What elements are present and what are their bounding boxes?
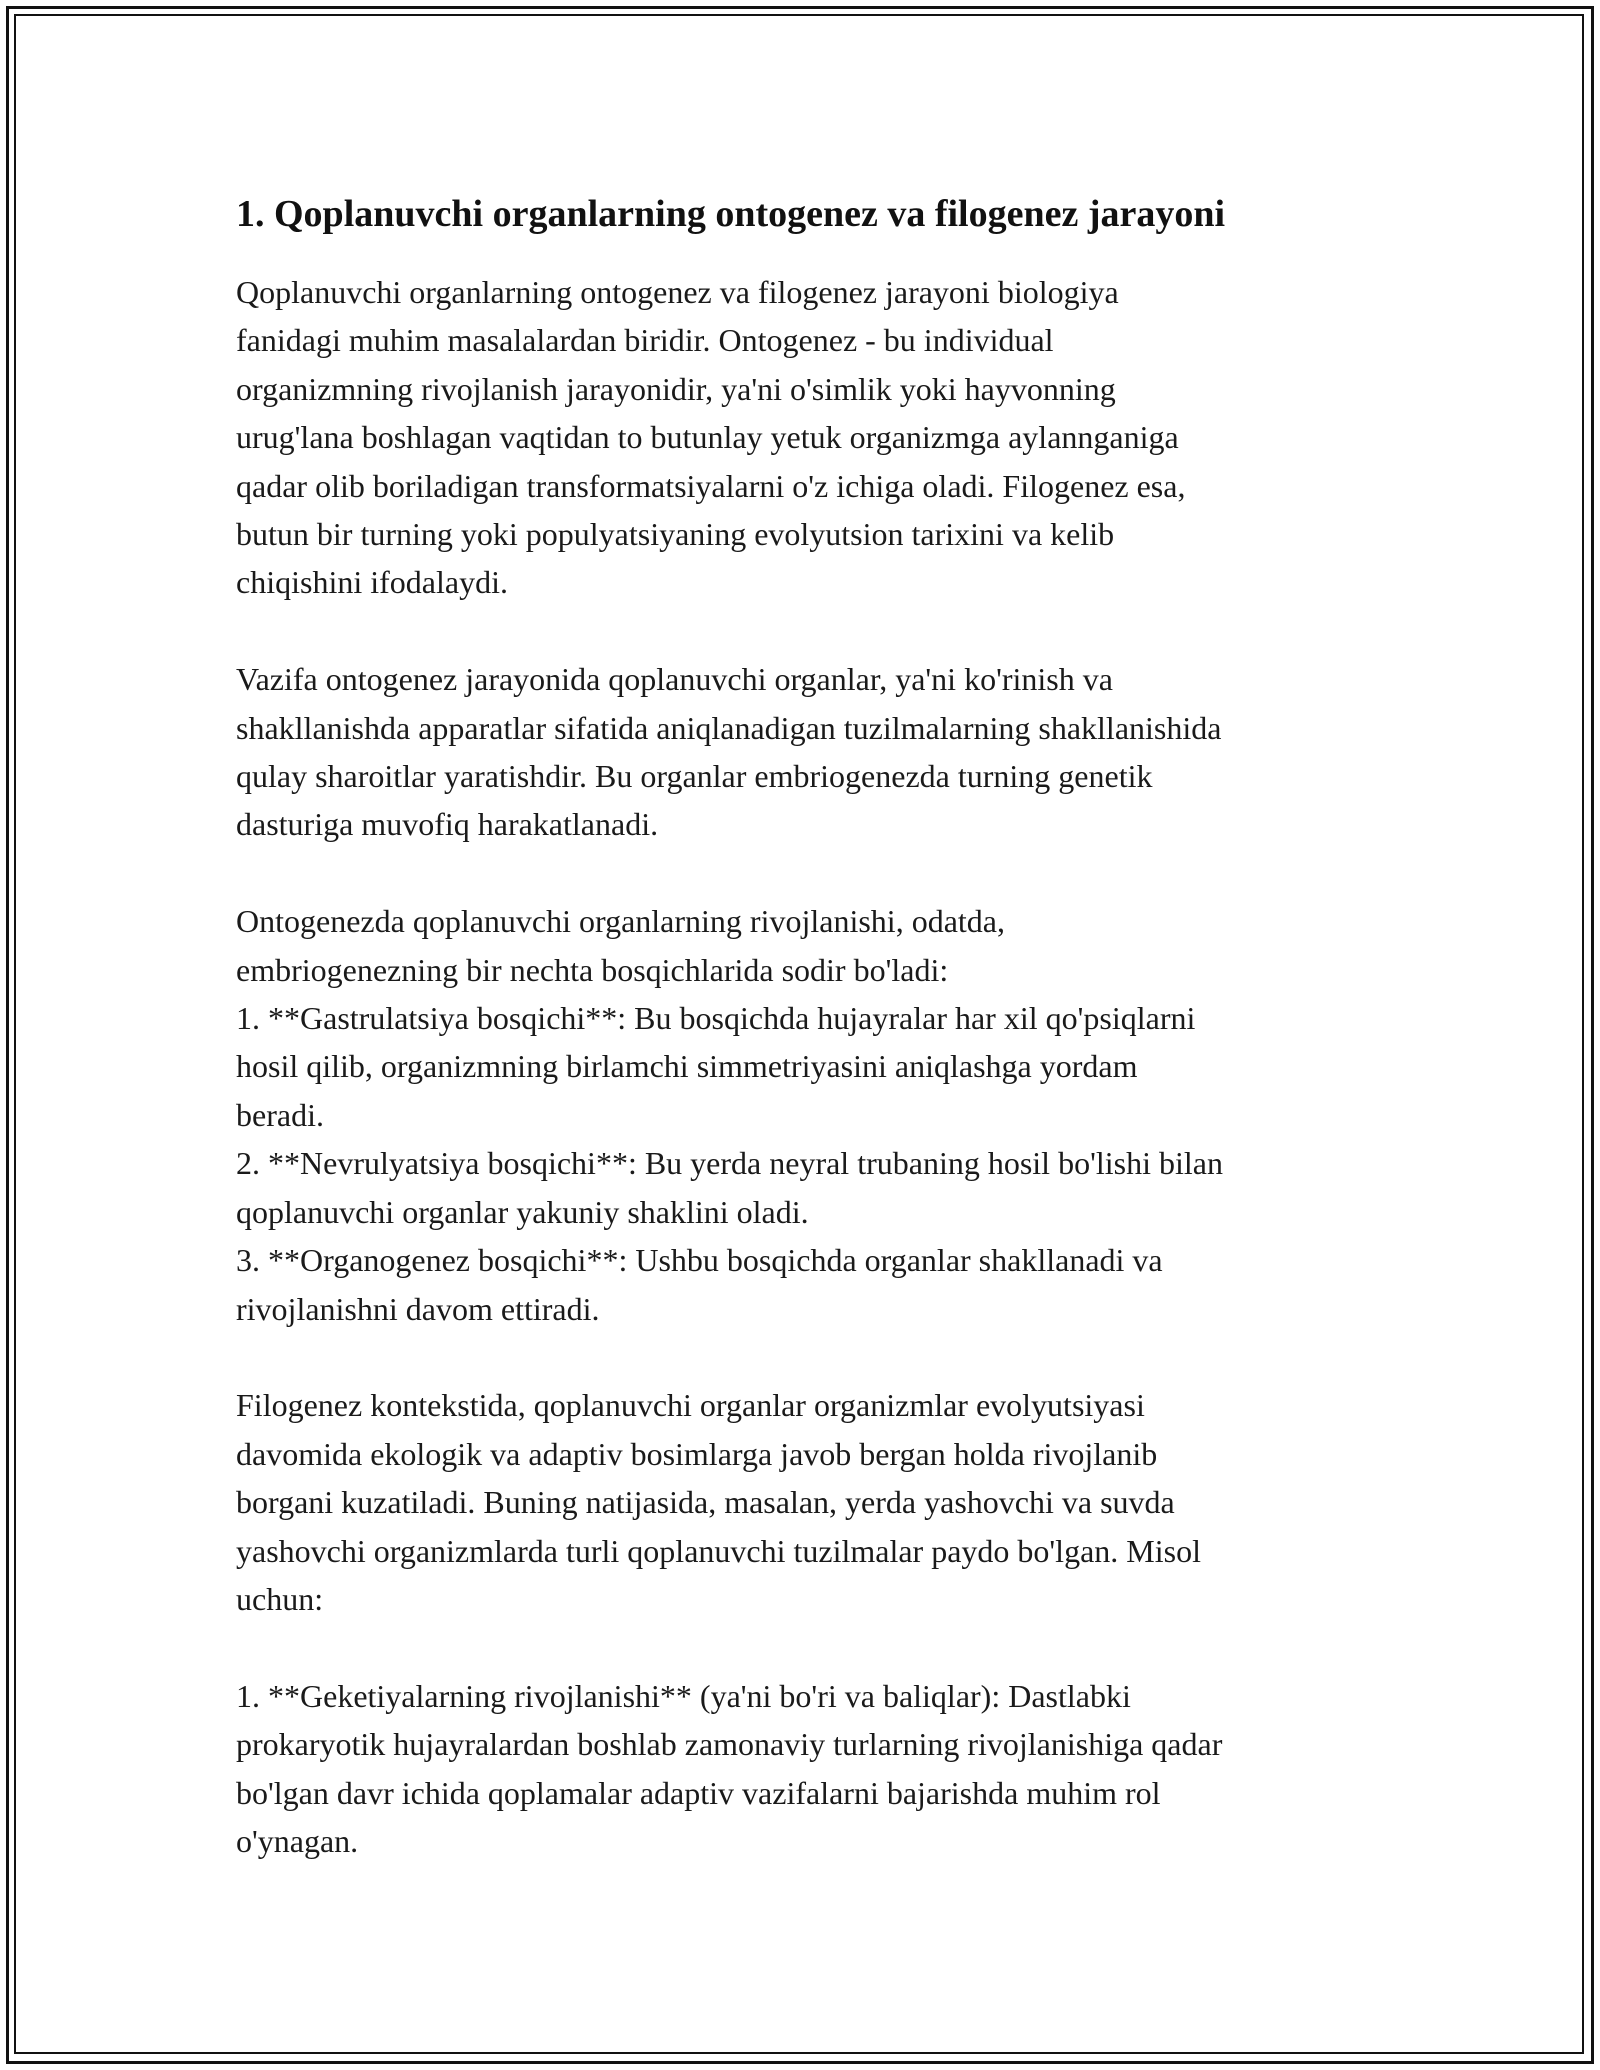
text-line: davomida ekologik va adaptiv bosimlarga javob bergan holda rivojlanib [236, 1435, 1158, 1472]
text-line: Filogenez kontekstida, qoplanuvchi organlar organizmlar evolyutsiyasi [236, 1387, 1145, 1424]
paragraph-example [236, 1672, 1376, 1866]
text-line: 3. **Organogenez bosqichi**: Ushbu bosqichda organlar shakllanadi va [236, 1242, 1163, 1279]
text-line: chiqishini ifodalaydi. [236, 564, 508, 601]
text-line: fanidagi muhim masalalardan biridir. Ontogenez - bu individual [236, 322, 1054, 359]
text-line: organizmning rivojlanish jarayonidir, ya'ni o'simlik yoki hayvonning [236, 370, 1116, 407]
text-line: yashovchi organizmlarda turli qoplanuvchi tuzilmalar paydo bo'lgan. Misol [236, 1532, 1201, 1569]
paragraph-intro [236, 268, 1376, 607]
paragraph-spacer [236, 1623, 1376, 1671]
paragraph-spacer [236, 607, 1376, 655]
text-line: qulay sharoitlar yaratishdir. Bu organlar embriogenezda turning genetik [236, 758, 1153, 795]
text-line: shakllanishda apparatlar sifatida aniqlanadigan tuzilmalarning shakllanishida [236, 709, 1222, 746]
text-line: embriogenezning bir nechta bosqichlarida sodir bo'ladi: [236, 951, 949, 988]
text-line: rivojlanishni davom ettiradi. [236, 1290, 600, 1327]
text-line: Qoplanuvchi organlarning ontogenez va filogenez jarayoni biologiya [236, 274, 1119, 310]
text-line: Ontogenezda qoplanuvchi organlarning rivojlanishi, odatda, [236, 903, 1005, 940]
paragraph-phylogenesis [236, 1381, 1376, 1623]
document-body [236, 190, 1376, 1865]
text-line: bo'lgan davr ichida qoplamalar adaptiv vazifalarni bajarishda muhim rol [236, 1774, 1161, 1811]
document-title: 1. Qoplanuvchi organlarning ontogenez va filogenez jarayoni [236, 193, 1226, 235]
paragraph-ontogenesis-stages [236, 897, 1376, 1333]
text-line: o'ynagan. [236, 1822, 359, 1859]
text-line: butun bir turning yoki populyatsiyaning evolyutsion tarixini va kelib [236, 516, 1115, 553]
text-line: beradi. [236, 1096, 324, 1133]
paragraph-spacer [236, 849, 1376, 897]
text-line: prokaryotik hujayralardan boshlab zamonaviy turlarning rivojlanishiga qadar [236, 1726, 1223, 1763]
text-line: qadar olib boriladigan transformatsiyalarni o'z ichiga oladi. Filogenez esa, [236, 467, 1186, 504]
text-line: 1. **Gastrulatsiya bosqichi**: Bu bosqichda hujayralar har xil qo'psiqlarni [236, 1000, 1196, 1037]
text-line: dasturiga muvofiq harakatlanadi. [236, 806, 659, 843]
paragraph-task [236, 655, 1376, 849]
text-line: Vazifa ontogenez jarayonida qoplanuvchi organlar, ya'ni ko'rinish va [236, 661, 1113, 698]
text-line: 2. **Nevrulyatsiya bosqichi**: Bu yerda neyral trubaning hosil bo'lishi bilan [236, 1145, 1223, 1182]
text-line: uchun: [236, 1580, 324, 1617]
text-line: urug'lana boshlagan vaqtidan to butunlay yetuk organizmga aylannganiga [236, 419, 1179, 456]
text-line: borgani kuzatiladi. Buning natijasida, masalan, yerda yashovchi va suvda [236, 1484, 1175, 1521]
text-line: hosil qilib, organizmning birlamchi simmetriyasini aniqlashga yordam [236, 1048, 1138, 1085]
text-line: qoplanuvchi organlar yakuniy shaklini oladi. [236, 1193, 809, 1230]
text-line: 1. **Geketiyalarning rivojlanishi** (ya'ni bo'ri va baliqlar): Dastlabki [236, 1677, 1131, 1714]
paragraph-spacer [236, 1333, 1376, 1381]
